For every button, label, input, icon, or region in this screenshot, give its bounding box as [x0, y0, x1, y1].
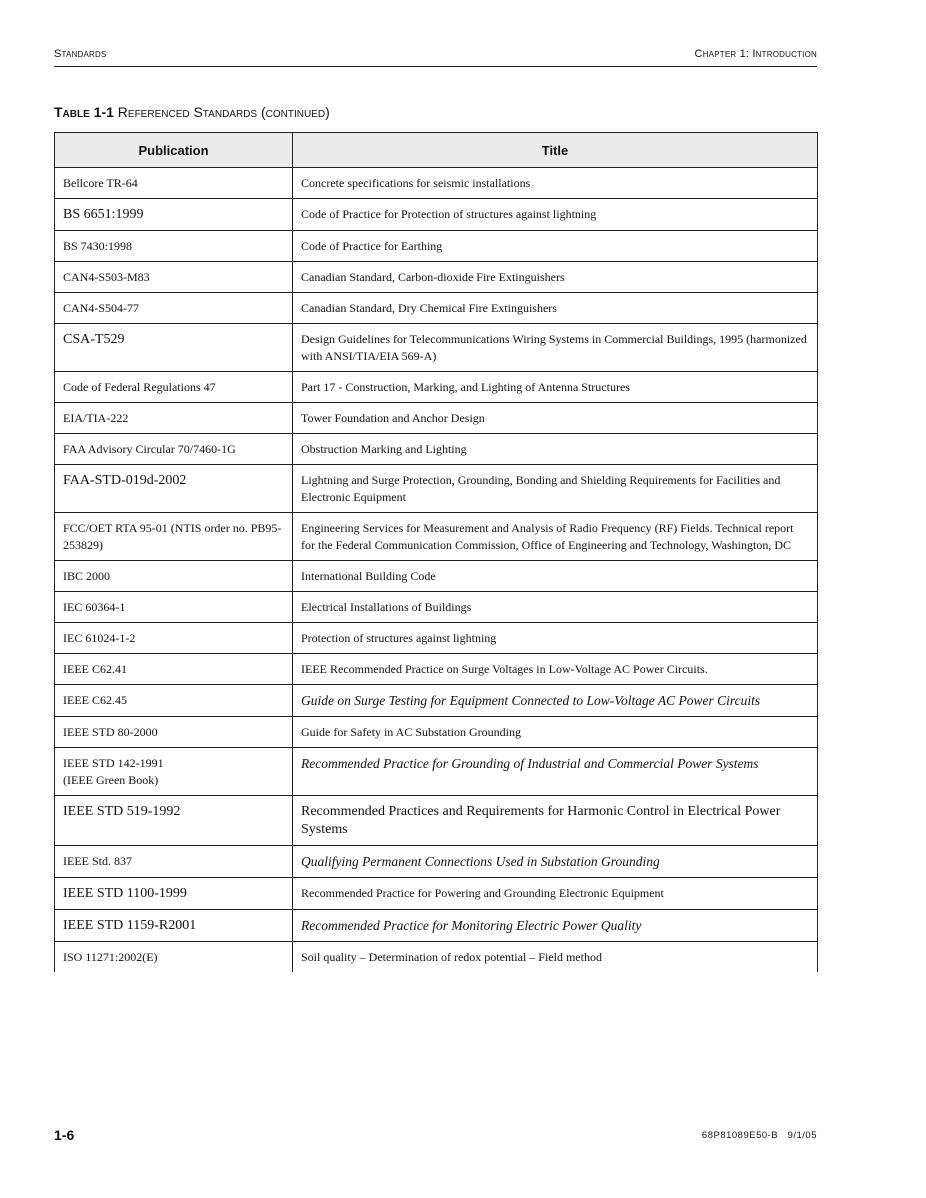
publication-cell	[55, 168, 293, 199]
title-text: Canadian Standard, Carbon-dioxide Fire Extinguishers	[301, 270, 565, 284]
publication-cell	[55, 592, 293, 623]
title-text: Tower Foundation and Anchor Design	[301, 411, 485, 425]
publication-text: CSA-T529	[63, 332, 125, 347]
publication-cell	[55, 878, 293, 910]
title-text: Code of Practice for Earthing	[301, 239, 443, 253]
title-cell	[293, 748, 818, 796]
publication-text: IEC 61024-1-2	[63, 631, 136, 645]
table-row	[55, 434, 818, 465]
table-body	[55, 168, 818, 973]
publication-text: FCC/OET RTA 95-01 (NTIS order no. PB95-253829)	[63, 521, 282, 552]
title-text: Qualifying Permanent Connections Used in Substation Grounding	[301, 854, 660, 869]
table-row	[55, 513, 818, 561]
table-row	[55, 262, 818, 293]
title-cell	[293, 878, 818, 910]
title-text: Design Guidelines for Telecommunications Wiring Systems in Commercial Buildings, 1995 (harmonized with ANSI/TIA/EIA 569-A)	[301, 332, 807, 363]
table-row	[55, 878, 818, 910]
table-row	[55, 910, 818, 942]
publication-text: BS 7430:1998	[63, 239, 133, 253]
table-row	[55, 942, 818, 973]
publication-text: FAA Advisory Circular 70/7460-1G	[63, 442, 236, 456]
title-cell	[293, 434, 818, 465]
table-row	[55, 623, 818, 654]
page-number: 1-6	[54, 1127, 75, 1143]
publication-text: IEEE C62.45	[63, 693, 127, 707]
publication-cell	[55, 324, 293, 372]
title-text: Recommended Practice for Monitoring Electric Power Quality	[301, 918, 642, 933]
publication-cell	[55, 465, 293, 513]
table-row	[55, 199, 818, 231]
title-cell	[293, 796, 818, 846]
title-cell	[293, 293, 818, 324]
table-row	[55, 592, 818, 623]
header-chapter: Chapter 1: Introduction	[694, 48, 817, 60]
title-text: Recommended Practice for Grounding of Industrial and Commercial Power Systems	[301, 756, 759, 771]
publication-text: CAN4-S503-M83	[63, 270, 150, 284]
column-header-publication: Publication	[55, 133, 293, 168]
publication-text: ISO 11271:2002(E)	[63, 950, 158, 964]
publication-cell	[55, 748, 293, 796]
table-caption	[54, 104, 330, 120]
table-row	[55, 796, 818, 846]
title-cell	[293, 324, 818, 372]
publication-text: EIA/TIA-222	[63, 411, 129, 425]
header-rule	[54, 66, 817, 67]
table-caption-text: Referenced Standards (continued)	[117, 104, 330, 120]
table-row	[55, 654, 818, 685]
publication-text: IEC 60364-1	[63, 600, 126, 614]
publication-text: CAN4-S504-77	[63, 301, 140, 315]
document-id	[702, 1130, 817, 1141]
title-text: Part 17 - Construction, Marking, and Lighting of Antenna Structures	[301, 380, 630, 394]
table-row	[55, 403, 818, 434]
title-text: Recommended Practices and Requirements for Harmonic Control in Electrical Power Systems	[301, 804, 781, 837]
title-cell	[293, 592, 818, 623]
title-cell	[293, 262, 818, 293]
table-row	[55, 324, 818, 372]
publication-cell	[55, 262, 293, 293]
title-cell	[293, 561, 818, 592]
title-cell	[293, 717, 818, 748]
publication-text: Code of Federal Regulations 47	[63, 380, 216, 394]
publication-cell	[55, 231, 293, 262]
title-text: Recommended Practice for Powering and Grounding Electronic Equipment	[301, 886, 664, 900]
publication-cell	[55, 942, 293, 973]
running-header	[54, 48, 817, 60]
publication-text: IEEE STD 1100-1999	[63, 886, 187, 901]
publication-text: IEEE STD 519-1992	[63, 804, 181, 819]
title-text: Soil quality – Determination of redox potential – Field method	[301, 950, 602, 964]
standards-table	[54, 132, 818, 972]
publication-text: (IEEE Green Book)	[63, 773, 159, 787]
title-cell	[293, 199, 818, 231]
publication-text: Bellcore TR-64	[63, 176, 138, 190]
publication-text: IEEE STD 1159-R2001	[63, 918, 197, 933]
title-text: IEEE Recommended Practice on Surge Voltages in Low-Voltage AC Power Circuits.	[301, 662, 708, 676]
table-row	[55, 372, 818, 403]
title-cell	[293, 623, 818, 654]
publication-cell	[55, 846, 293, 878]
publication-cell	[55, 293, 293, 324]
title-text: Protection of structures against lightning	[301, 631, 497, 645]
publication-cell	[55, 910, 293, 942]
title-cell	[293, 846, 818, 878]
title-text: Code of Practice for Protection of structures against lightning	[301, 207, 597, 221]
title-text: Guide on Surge Testing for Equipment Connected to Low-Voltage AC Power Circuits	[301, 693, 761, 708]
publication-text: FAA-STD-019d-2002	[63, 473, 187, 488]
publication-cell	[55, 434, 293, 465]
table-row	[55, 231, 818, 262]
publication-cell	[55, 199, 293, 231]
table-caption-label: Table 1-1	[54, 104, 114, 120]
table-row	[55, 748, 818, 796]
publication-text: BS 6651:1999	[63, 207, 144, 222]
table-row	[55, 846, 818, 878]
document-number: 68P81089E50-B	[701, 1130, 779, 1141]
publication-text: IBC 2000	[63, 569, 111, 583]
title-text: Canadian Standard, Dry Chemical Fire Extinguishers	[301, 301, 557, 315]
table-row	[55, 465, 818, 513]
publication-cell	[55, 403, 293, 434]
title-text: Engineering Services for Measurement and Analysis of Radio Frequency (RF) Fields. Technical report for the Federal Communication Commission, Office of Engineering and Technology, Washington, DC	[301, 521, 794, 552]
publication-cell	[55, 654, 293, 685]
header-section: Standards	[54, 48, 107, 60]
table-row	[55, 717, 818, 748]
title-cell	[293, 942, 818, 973]
title-cell	[293, 465, 818, 513]
table-row	[55, 168, 818, 199]
title-cell	[293, 910, 818, 942]
title-text: Obstruction Marking and Lighting	[301, 442, 467, 456]
title-text: Concrete specifications for seismic installations	[301, 176, 531, 190]
publication-cell	[55, 513, 293, 561]
publication-cell	[55, 796, 293, 846]
title-text: Electrical Installations of Buildings	[301, 600, 472, 614]
title-text: Lightning and Surge Protection, Grounding, Bonding and Shielding Requirements for Facilities and Electronic Equipment	[301, 473, 781, 504]
publication-text: IEEE STD 142-1991	[63, 756, 164, 770]
table-header-row	[55, 133, 818, 168]
table-row	[55, 561, 818, 592]
title-cell	[293, 168, 818, 199]
title-cell	[293, 231, 818, 262]
publication-cell	[55, 623, 293, 654]
publication-cell	[55, 561, 293, 592]
title-cell	[293, 685, 818, 717]
title-cell	[293, 654, 818, 685]
publication-text: IEEE Std. 837	[63, 854, 132, 868]
title-cell	[293, 403, 818, 434]
publication-cell	[55, 717, 293, 748]
publication-cell	[55, 372, 293, 403]
table-row	[55, 685, 818, 717]
publication-text: IEEE C62.41	[63, 662, 127, 676]
table-row	[55, 293, 818, 324]
publication-text: IEEE STD 80-2000	[63, 725, 158, 739]
title-text: International Building Code	[301, 569, 436, 583]
publication-cell	[55, 685, 293, 717]
title-cell	[293, 513, 818, 561]
title-cell	[293, 372, 818, 403]
title-text: Guide for Safety in AC Substation Grounding	[301, 725, 521, 739]
document-date: 9/1/05	[787, 1130, 817, 1141]
column-header-title: Title	[293, 133, 818, 168]
